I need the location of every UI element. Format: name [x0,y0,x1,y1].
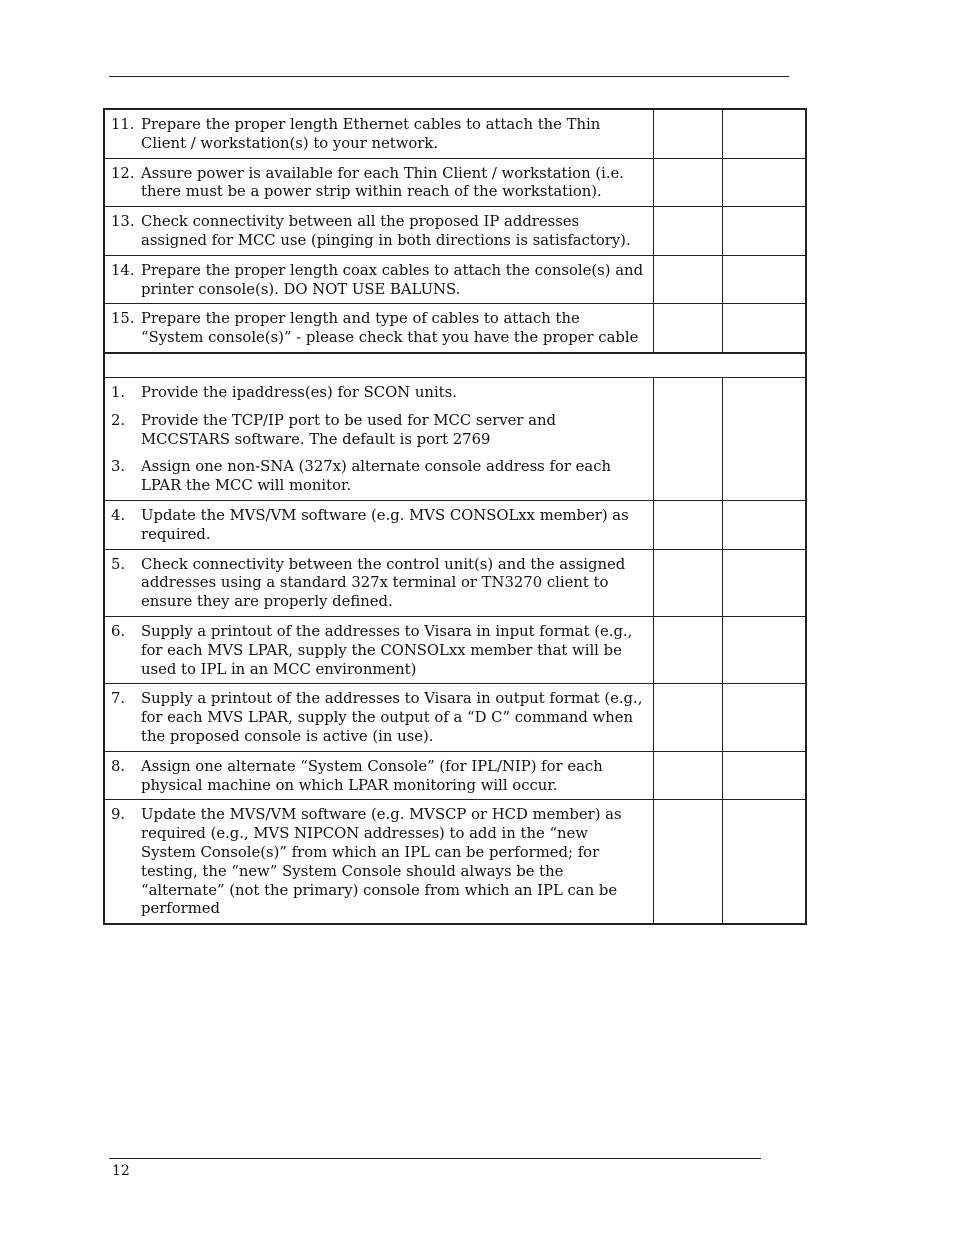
item-cell [104,684,653,751]
check-cell-b [722,377,806,500]
item-text: Supply a printout of the addresses to Visara in input format (e.g., for each MVS LPAR, supply the CONSOLxx member that will be used to IPL in an MCC environment) [141,622,633,678]
item-number: 4. [111,506,126,524]
table-row [104,549,806,616]
item-number: 1. [111,383,126,401]
check-cell-b [722,800,806,924]
item-cell [104,549,653,616]
footer-rule [109,1158,761,1159]
header-rule [109,76,789,77]
item-number: 6. [111,622,126,640]
check-cell-a [653,684,722,751]
item-text: Update the MVS/VM software (e.g. MVSCP or HCD member) as required (e.g., MVS NIPCON addresses) to add in the “new System Console(s)” from which an IPL can be performed; for testing, the “new” System Console should always be the “alternate” (not the primary) console from which an IPL can be performed [141,806,622,918]
table-row [104,616,806,683]
check-cell-b [722,158,806,207]
item-number: 3. [111,458,126,476]
item-text: Prepare the proper length Ethernet cables to attach the Thin Client / workstation(s) to your network. [141,116,601,152]
check-cell-b [722,207,806,256]
check-cell-a [653,377,722,500]
page-number: 12 [112,1163,130,1179]
check-cell-a [653,500,722,549]
check-cell-a [653,109,722,158]
check-cell-a [653,549,722,616]
item-cell [104,377,653,500]
item-number: 11. [111,116,135,133]
table-row [104,684,806,751]
table-row [104,207,806,256]
item-cell [104,616,653,683]
item-cell [104,800,653,924]
check-cell-a [653,255,722,304]
item-text: Check connectivity between the control unit(s) and the assigned addresses using a standard 327x terminal or TN3270 client to ensure they are properly defined. [141,555,626,611]
check-cell-b [722,500,806,549]
item-text: Provide the ipaddress(es) for SCON units. [141,383,457,401]
table-row [104,158,806,207]
checklist-table [103,108,807,925]
item-text: Prepare the proper length and type of cables to attach the “System console(s)” - please check that you have the proper cable [141,310,639,347]
item-cell [104,500,653,549]
table-row [104,751,806,800]
table-row [104,377,806,500]
item-text: Update the MVS/VM software (e.g. MVS CONSOLxx member) as required. [141,506,629,543]
item-cell [104,207,653,256]
item-text: Check connectivity between all the proposed IP addresses assigned for MCC use (pinging in both directions is satisfactory). [141,213,631,249]
check-cell-a [653,304,722,353]
item-text: Supply a printout of the addresses to Visara in output format (e.g., for each MVS LPAR, supply the output of a “D C” command when the proposed console is active (in use). [141,690,643,745]
check-cell-b [722,549,806,616]
item-cell [104,304,653,353]
item-number: 7. [111,690,126,708]
check-cell-b [722,684,806,751]
item-number: 2. [111,411,126,429]
item-text: Assign one non-SNA (327x) alternate console address for each LPAR the MCC will monitor. [141,458,612,495]
check-cell-a [653,158,722,207]
item-cell [104,255,653,304]
item-number: 13. [111,213,135,231]
check-cell-a [653,616,722,683]
check-cell-b [722,751,806,800]
item-number: 12. [111,164,135,182]
item-text: Prepare the proper length coax cables to attach the console(s) and printer console(s). DO NOT USE BALUNS. [141,261,644,298]
item-number: 14. [111,261,135,279]
item-cell [104,751,653,800]
check-cell-b [722,255,806,304]
item-cell [104,109,653,158]
section-header-cell [104,353,806,378]
check-cell-a [653,751,722,800]
section-divider-row [104,353,806,378]
item-number: 5. [111,555,126,573]
table-row [104,800,806,924]
check-cell-b [722,304,806,353]
item-number: 15. [111,310,135,328]
item-text: Assure power is available for each Thin Client / workstation (i.e. there must be a power strip within reach of the workstation). [141,164,625,201]
table-row [104,500,806,549]
table-row [104,255,806,304]
item-text: Provide the TCP/IP port to be used for MCC server and MCCSTARS software. The default is port 2769 [141,411,556,448]
check-cell-a [653,800,722,924]
check-cell-b [722,616,806,683]
item-number: 9. [111,806,126,824]
item-number: 8. [111,757,126,775]
table-row [104,304,806,353]
check-cell-b [722,109,806,158]
item-cell [104,158,653,207]
item-text: Assign one alternate “System Console” (for IPL/NIP) for each physical machine on which LPAR monitoring will occur. [141,757,603,794]
check-cell-a [653,207,722,256]
table-row [104,109,806,158]
